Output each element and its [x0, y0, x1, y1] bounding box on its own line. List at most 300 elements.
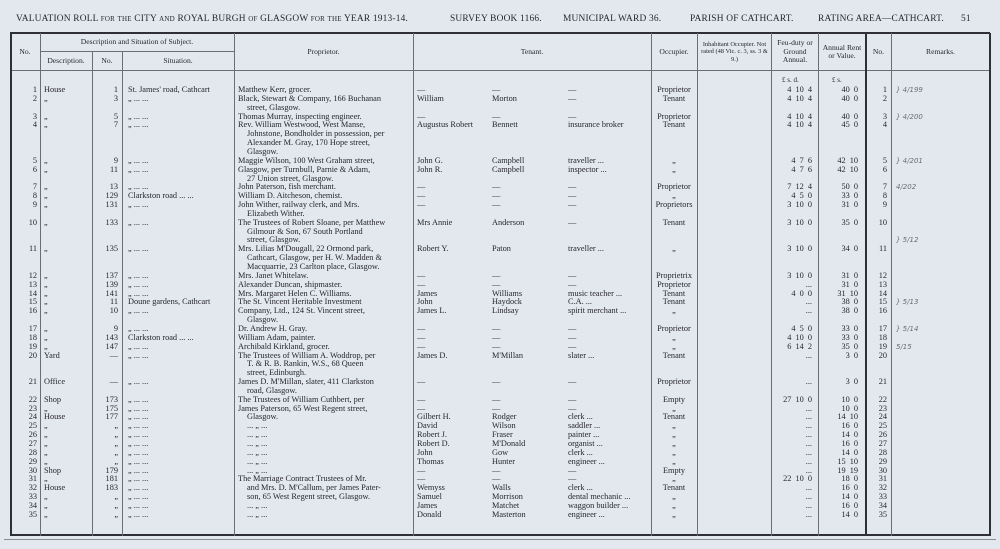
tenant-occupation: clerk ...: [568, 412, 593, 422]
situation: „ ... ...: [128, 377, 149, 387]
header-remarks: Remarks.: [926, 46, 955, 56]
entry-number: 19: [28, 341, 37, 351]
feu-duty: 22 10 0: [783, 474, 812, 484]
entry-number: 2: [32, 93, 37, 103]
tenant-first-name: —: [417, 279, 426, 289]
description: „: [44, 279, 48, 289]
feu-duty: 4 7 6: [791, 155, 812, 165]
proprietor: The Trustees of William Cuthbert, per: [238, 394, 365, 404]
tenant-occupation: —: [568, 200, 577, 210]
proprietor: Company, Ltd., 124 St. Vincent street,: [238, 306, 365, 316]
situation: „ ... ...: [128, 323, 149, 333]
tenant-occupation: —: [568, 111, 577, 121]
tenant-surname: Matchet: [492, 500, 520, 510]
tenant-first-name: —: [417, 465, 426, 475]
tenant-occupation: spirit merchant ...: [568, 306, 627, 316]
proprietor: street, Edinburgh.: [247, 368, 307, 378]
proprietor: Glasgow.: [247, 315, 279, 325]
entry-number: 31: [28, 474, 37, 484]
street-number: 9: [113, 323, 118, 333]
header-no-right: No.: [872, 46, 885, 56]
tenant-surname: Wilson: [492, 421, 516, 431]
situation: „ ... ...: [128, 403, 149, 413]
entry-number-right: 10: [878, 217, 887, 227]
occupier: Tenant: [662, 412, 686, 422]
description: House: [44, 412, 66, 422]
annual-rent: 38 0: [841, 297, 858, 307]
proprietor: The Trustees of William A. Woddrop, per: [238, 350, 376, 360]
proprietor: ... „ ...: [247, 430, 268, 440]
occupier: Tenant: [662, 217, 686, 227]
remark-handwritten: } 5/12: [896, 236, 919, 245]
tenant-occupation: traveller ...: [568, 244, 604, 254]
proprietor: street, Glasgow.: [247, 102, 301, 112]
tenant-first-name: Wemyss: [417, 483, 445, 493]
annual-rent: 16 0: [841, 439, 858, 448]
street-number: „: [114, 456, 118, 466]
situation: „ ... ...: [128, 465, 149, 475]
tenant-first-name: James L.: [417, 306, 447, 316]
description: „: [44, 244, 48, 254]
proprietor: Glasgow.: [247, 412, 279, 422]
feu-duty: ...: [805, 456, 812, 466]
tenant-surname: Morton: [492, 93, 517, 103]
feu-duty: 4 10 4: [787, 93, 812, 103]
proprietor: John Wither, railway clerk, and Mrs.: [238, 200, 360, 210]
tenant-first-name: Mrs Annie: [417, 217, 453, 227]
entry-number-right: 19: [878, 341, 887, 351]
rating-area: RATING AREA—CATHCART.: [818, 14, 944, 24]
occupier: Proprietors: [655, 200, 693, 210]
description: „: [44, 288, 48, 298]
entry-number-right: 17: [878, 323, 887, 333]
page-bottom-rule: [4, 539, 996, 540]
situation: „ ... ...: [128, 182, 149, 192]
feu-duty: ...: [805, 483, 812, 493]
description: „: [44, 306, 48, 316]
tenant-first-name: John: [417, 297, 433, 307]
entry-number: 28: [28, 447, 37, 457]
proprietor: Mrs. Janet Whitelaw.: [238, 270, 309, 280]
annual-rent: 15 10: [837, 456, 858, 466]
tenant-surname: Bennett: [492, 120, 518, 130]
tenant-first-name: John R.: [417, 164, 443, 174]
rent-units: £ s.: [832, 76, 842, 84]
proprietor: Black, Stewart & Company, 166 Buchanan: [238, 93, 382, 103]
tenant-first-name: James D.: [417, 350, 448, 360]
situation: „ ... ...: [128, 155, 149, 165]
street-number: 9: [113, 155, 118, 165]
street-number: „: [114, 509, 118, 519]
tenant-first-name: John G.: [417, 155, 443, 165]
annual-rent: 3 0: [845, 377, 858, 387]
feu-duty: 3 10 0: [787, 217, 812, 227]
feu-duty: 4 10 4: [787, 111, 812, 121]
tenant-first-name: —: [417, 270, 426, 280]
situation: „ ... ...: [128, 439, 149, 448]
entry-number: 27: [28, 439, 37, 448]
tenant-surname: —: [492, 111, 501, 121]
proprietor: Matthew Kerr, grocer.: [238, 85, 312, 94]
feu-duty: 3 10 0: [787, 244, 812, 254]
description: Yard: [44, 350, 60, 360]
proprietor: ... „ ...: [247, 509, 268, 519]
occupier: Empty: [662, 465, 686, 475]
description: „: [44, 456, 48, 466]
tenant-first-name: —: [417, 403, 426, 413]
tenant-occupation: —: [568, 182, 577, 192]
proprietor: road, Glasgow.: [247, 385, 297, 395]
street-number: 175: [105, 403, 118, 413]
remark-handwritten: } 5/14: [896, 324, 919, 333]
proprietor: Gilmour & Son, 67 South Portland: [247, 226, 363, 236]
entry-number: 26: [28, 430, 37, 440]
tenant-occupation: —: [568, 323, 577, 333]
occupier: Tenant: [662, 350, 686, 360]
proprietor: son, 65 West Regent street, Glasgow.: [247, 492, 371, 502]
tenant-occupation: organist ...: [568, 439, 603, 448]
annual-rent: 31 10: [837, 288, 858, 298]
description: „: [44, 217, 48, 227]
street-number: 143: [105, 332, 118, 342]
tenant-surname: Rodger: [492, 412, 517, 422]
proprietor: The Marriage Contract Trustees of Mr.: [238, 474, 367, 484]
remark-handwritten: } 4/199: [896, 86, 923, 94]
entry-number: 35: [28, 509, 37, 519]
annual-rent: 10 0: [841, 394, 858, 404]
header-proprietor: Proprietor.: [307, 46, 340, 56]
entry-number-right: 31: [878, 474, 887, 484]
roll-title: VALUATION ROLL for the CITY and ROYAL BURGH of GLASGOW for the YEAR 1913-14.: [16, 14, 409, 24]
annual-rent: 33 0: [841, 191, 858, 201]
tenant-surname: Hunter: [492, 456, 516, 466]
occupier: „: [672, 341, 676, 351]
entry-number: 11: [29, 244, 37, 254]
tenant-occupation: painter ...: [568, 430, 600, 440]
street-number: 10: [109, 306, 118, 316]
street-number: 5: [113, 111, 118, 121]
entry-number-right: 4: [882, 120, 887, 130]
feu-duty: ...: [805, 403, 812, 413]
entry-number: 4: [32, 120, 37, 130]
occupier: Proprietor: [657, 111, 691, 121]
situation: „ ... ...: [128, 306, 149, 316]
table-row-continuation: [0, 228, 1000, 237]
remark-handwritten: 4/202: [896, 183, 917, 192]
header-annual-rent: Annual Rent or Value.: [822, 42, 862, 60]
description: „: [44, 474, 48, 484]
annual-rent: 34 0: [841, 244, 858, 254]
annual-rent: 19 19: [837, 465, 858, 475]
entry-number: 14: [28, 288, 37, 298]
feu-duty: ...: [805, 377, 812, 387]
table-bottom-rule: [10, 534, 990, 536]
occupier: Tenant: [662, 93, 686, 103]
annual-rent: 14 10: [837, 412, 858, 422]
tenant-surname: —: [492, 200, 501, 210]
annual-rent: 14 0: [841, 430, 858, 440]
description: „: [44, 447, 48, 457]
description: Office: [44, 377, 66, 387]
tenant-first-name: —: [417, 394, 426, 404]
tenant-first-name: Gilbert H.: [417, 412, 451, 422]
tenant-first-name: Augustus Robert: [417, 120, 474, 130]
entry-number-right: 12: [878, 270, 887, 280]
proprietor: ... „ ...: [247, 500, 268, 510]
parish: PARISH OF CATHCART.: [690, 14, 794, 24]
entry-number-right: 11: [879, 244, 887, 254]
situation: Clarkston road ... ...: [128, 332, 194, 342]
tenant-occupation: —: [568, 341, 577, 351]
tenant-first-name: William: [417, 93, 444, 103]
situation: „ ... ...: [128, 217, 149, 227]
street-number: „: [114, 492, 118, 502]
description: „: [44, 341, 48, 351]
situation: „ ... ...: [128, 111, 149, 121]
annual-rent: 18 0: [841, 474, 858, 484]
entry-number-right: 1: [882, 85, 887, 94]
entry-number-right: 6: [882, 164, 887, 174]
tenant-surname: Campbell: [492, 155, 525, 165]
feu-duty: ...: [805, 465, 812, 475]
feu-duty: 4 10 0: [787, 332, 812, 342]
description: Shop: [44, 465, 62, 475]
entry-number: 30: [28, 465, 37, 475]
description: „: [44, 120, 48, 130]
tenant-surname: —: [492, 394, 501, 404]
proprietor: The St. Vincent Heritable Investment: [238, 297, 362, 307]
tenant-first-name: James: [417, 500, 438, 510]
occupier: Proprietor: [657, 182, 691, 192]
annual-rent: 40 0: [841, 93, 858, 103]
annual-rent: 33 0: [841, 323, 858, 333]
tenant-occupation: waggon builder ...: [568, 500, 629, 510]
annual-rent: 33 0: [841, 332, 858, 342]
proprietor: street, Glasgow.: [247, 235, 301, 245]
description: „: [44, 200, 48, 210]
tenant-occupation: —: [568, 270, 577, 280]
feu-duty: ...: [805, 492, 812, 502]
annual-rent: 3 0: [845, 350, 858, 360]
annual-rent: 50 0: [841, 182, 858, 192]
situation: „ ... ...: [128, 456, 149, 466]
occupier: „: [672, 439, 676, 448]
proprietor: William D. Aitcheson, chemist.: [238, 191, 343, 201]
street-number: „: [114, 430, 118, 440]
street-number: 183: [105, 483, 118, 493]
tenant-occupation: —: [568, 191, 577, 201]
entry-number: 10: [28, 217, 37, 227]
tenant-occupation: engineer ...: [568, 509, 605, 519]
situation: „ ... ...: [128, 500, 149, 510]
street-number: 173: [105, 394, 118, 404]
feu-duty: 3 10 0: [787, 200, 812, 210]
proprietor: Johnstone, Bondholder in possession, per: [247, 129, 385, 139]
table-row: [0, 201, 1000, 210]
occupier: Proprietor: [657, 279, 691, 289]
table-row: [0, 166, 1000, 175]
situation: „ ... ...: [128, 430, 149, 440]
street-number: 11: [110, 164, 118, 174]
description: „: [44, 111, 48, 121]
entry-number-right: 29: [878, 456, 887, 466]
tenant-surname: —: [492, 403, 501, 413]
entry-number: 16: [28, 306, 37, 316]
description: „: [44, 270, 48, 280]
feu-duty: 6 14 2: [787, 341, 812, 351]
tenant-first-name: —: [417, 182, 426, 192]
tenant-surname: —: [492, 332, 501, 342]
proprietor: Glasgow, per Turnbull, Parnie & Adam,: [238, 164, 371, 174]
tenant-surname: —: [492, 191, 501, 201]
annual-rent: 10 0: [841, 403, 858, 413]
situation: „ ... ...: [128, 421, 149, 431]
tenant-occupation: slater ...: [568, 350, 595, 360]
feu-duty: ...: [805, 279, 812, 289]
feu-duty: ...: [805, 500, 812, 510]
table-row: [0, 378, 1000, 387]
entry-number-right: 2: [882, 93, 887, 103]
annual-rent: 40 0: [841, 85, 858, 94]
proprietor: Elizabeth Wither.: [247, 208, 305, 218]
proprietor: Macquarrie, 23 Carlton place, Glasgow.: [247, 262, 380, 271]
feu-duty: ...: [805, 447, 812, 457]
tenant-surname: —: [492, 465, 501, 475]
proprietor: ... „ ...: [247, 456, 268, 466]
tenant-surname: Paton: [492, 244, 511, 254]
description: „: [44, 509, 48, 519]
tenant-surname: Fraser: [492, 430, 513, 440]
occupier: Proprietor: [657, 377, 691, 387]
annual-rent: 14 0: [841, 447, 858, 457]
tenant-surname: Lindsay: [492, 306, 519, 316]
page-number: 51: [961, 14, 971, 24]
street-number: 3: [113, 93, 118, 103]
entry-number: 34: [28, 500, 37, 510]
entry-number: 20: [28, 350, 37, 360]
situation: „ ... ...: [128, 341, 149, 351]
entry-number-right: 22: [878, 394, 887, 404]
tenant-first-name: John: [417, 447, 433, 457]
tenant-first-name: —: [417, 341, 426, 351]
tenant-occupation: engineer ...: [568, 456, 605, 466]
description: „: [44, 332, 48, 342]
occupier: „: [672, 492, 676, 502]
description: House: [44, 483, 66, 493]
entry-number-right: 24: [878, 412, 887, 422]
proprietor: Thomas Murray, inspecting engineer.: [238, 111, 362, 121]
feu-units: £ s. d.: [782, 76, 799, 84]
tenant-surname: —: [492, 474, 501, 484]
header-tenant: Tenant.: [520, 46, 544, 56]
occupier: „: [672, 403, 676, 413]
tenant-occupation: —: [568, 279, 577, 289]
entry-number: 23: [28, 403, 37, 413]
proprietor: 27 Union street, Glasgow.: [247, 173, 334, 183]
tenant-occupation: —: [568, 85, 577, 94]
tenant-occupation: clerk ...: [568, 483, 593, 493]
proprietor: Maggie Wilson, 100 West Graham street,: [238, 155, 375, 165]
situation: „ ... ...: [128, 120, 149, 130]
entry-number-right: 33: [878, 492, 887, 502]
tenant-surname: Masterton: [492, 509, 526, 519]
entry-number-right: 32: [878, 483, 887, 493]
tenant-first-name: —: [417, 85, 426, 94]
situation: „ ... ...: [128, 279, 149, 289]
proprietor: T. & R. B. Rankin, W.S., 68 Queen: [247, 359, 364, 369]
table-row: [0, 121, 1000, 130]
tenant-surname: M'Millan: [492, 350, 523, 360]
occupier: Proprietor: [657, 85, 691, 94]
street-number: 137: [105, 270, 118, 280]
tenant-occupation: —: [568, 93, 577, 103]
proprietor: Alexander Duncan, shipmaster.: [238, 279, 343, 289]
tenant-first-name: —: [417, 200, 426, 210]
description: „: [44, 500, 48, 510]
feu-duty: ...: [805, 430, 812, 440]
annual-rent: 42 10: [837, 155, 858, 165]
tenant-first-name: —: [417, 323, 426, 333]
tenant-surname: —: [492, 85, 501, 94]
description: „: [44, 297, 48, 307]
entry-number-right: 21: [878, 377, 887, 387]
street-number: 179: [105, 465, 118, 475]
entry-number-right: 27: [878, 439, 887, 448]
occupier: „: [672, 500, 676, 510]
entry-number: 25: [28, 421, 37, 431]
tenant-surname: Gow: [492, 447, 509, 457]
feu-duty: 4 10 4: [787, 85, 812, 94]
description: „: [44, 182, 48, 192]
tenant-occupation: —: [568, 394, 577, 404]
entry-number: 13: [28, 279, 37, 289]
description: „: [44, 155, 48, 165]
entry-number-right: 25: [878, 421, 887, 431]
proprietor: Cathcart, Glasgow, per H. W. Madden &: [247, 253, 382, 263]
entry-number-right: 8: [882, 191, 887, 201]
table-row: [0, 352, 1000, 361]
proprietor: Rev. William Westwood, West Manse,: [238, 120, 366, 130]
street-number: 133: [105, 217, 118, 227]
tenant-surname: M'Donald: [492, 439, 526, 448]
entry-number: 15: [28, 297, 37, 307]
entry-number-right: 23: [878, 403, 887, 413]
table-row-continuation: [0, 254, 1000, 263]
annual-rent: 31 0: [841, 200, 858, 210]
tenant-occupation: clerk ...: [568, 447, 593, 457]
annual-rent: 38 0: [841, 306, 858, 316]
entry-number-right: 15: [878, 297, 887, 307]
situation: „ ... ...: [128, 244, 149, 254]
proprietor: The Trustees of Robert Sloane, per Matthew: [238, 217, 386, 227]
remark-handwritten: } 5/13: [896, 298, 919, 307]
street-number: 131: [105, 200, 118, 210]
tenant-surname: —: [492, 279, 501, 289]
header-inhabitant-occupier: Inhabitant Occupier. Not rated (48 Vic. c. 3, ss. 3 & 9.): [701, 40, 768, 63]
feu-duty: 4 5 0: [791, 323, 812, 333]
tenant-occupation: C.A. ...: [568, 297, 592, 307]
occupier: Tenant: [662, 297, 686, 307]
tenant-first-name: Robert D.: [417, 439, 450, 448]
table-row: [0, 219, 1000, 228]
tenant-first-name: —: [417, 474, 426, 484]
table-row: [0, 245, 1000, 254]
table-row: [0, 511, 1000, 520]
occupier: Tenant: [662, 288, 686, 298]
header-no: No.: [19, 46, 31, 56]
occupier: „: [672, 332, 676, 342]
tenant-occupation: —: [568, 377, 577, 387]
